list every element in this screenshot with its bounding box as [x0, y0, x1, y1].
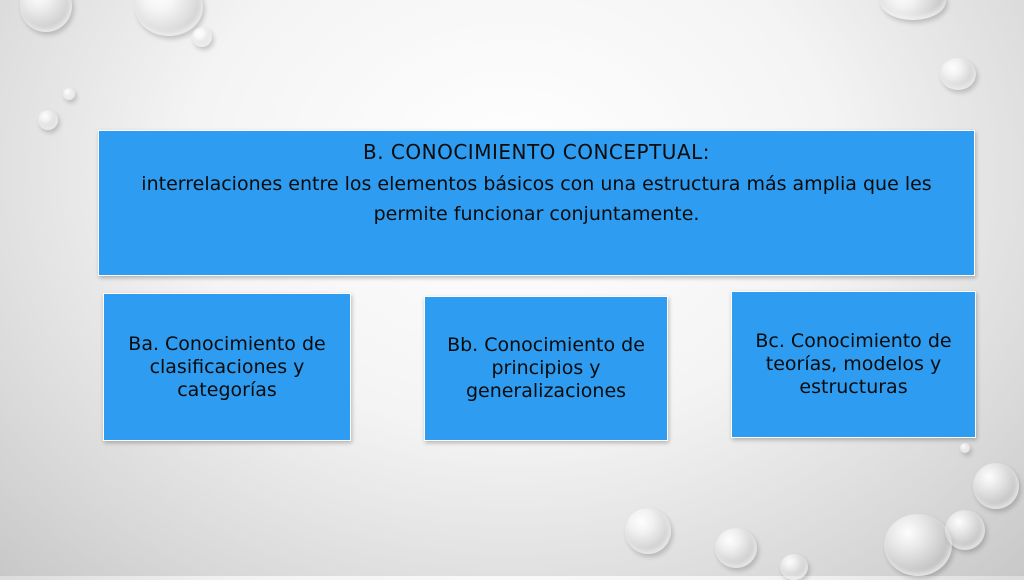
box-label: Bc. Conocimiento de teorías, modelos y estructuras	[755, 330, 952, 398]
water-drop	[625, 508, 671, 554]
main-description: interrelaciones entre los elementos básicos con una estructura más amplia que les	[141, 173, 932, 195]
water-drop	[20, 0, 72, 32]
water-drop	[880, 0, 946, 20]
box-teorias	[731, 291, 976, 438]
water-drop	[715, 528, 757, 568]
water-drop	[63, 88, 75, 100]
box-principios	[424, 296, 668, 441]
main-description-continued: permite funcionar conjuntamente.	[373, 203, 700, 225]
box-label: Ba. Conocimiento de clasificaciones y categorías	[128, 332, 326, 401]
water-drop	[940, 58, 976, 90]
water-drop	[973, 463, 1019, 509]
water-drop	[960, 443, 970, 453]
water-drop	[38, 110, 58, 130]
box-label: Bb. Conocimiento de principios y generalizaciones	[447, 334, 645, 402]
water-drop	[192, 27, 212, 47]
water-drop	[884, 514, 952, 576]
box-clasificaciones	[103, 293, 351, 441]
main-title: B. CONOCIMIENTO CONCEPTUAL:	[362, 140, 711, 164]
water-drop	[945, 510, 985, 550]
main-concept-box	[98, 130, 975, 276]
water-drop	[780, 554, 808, 580]
